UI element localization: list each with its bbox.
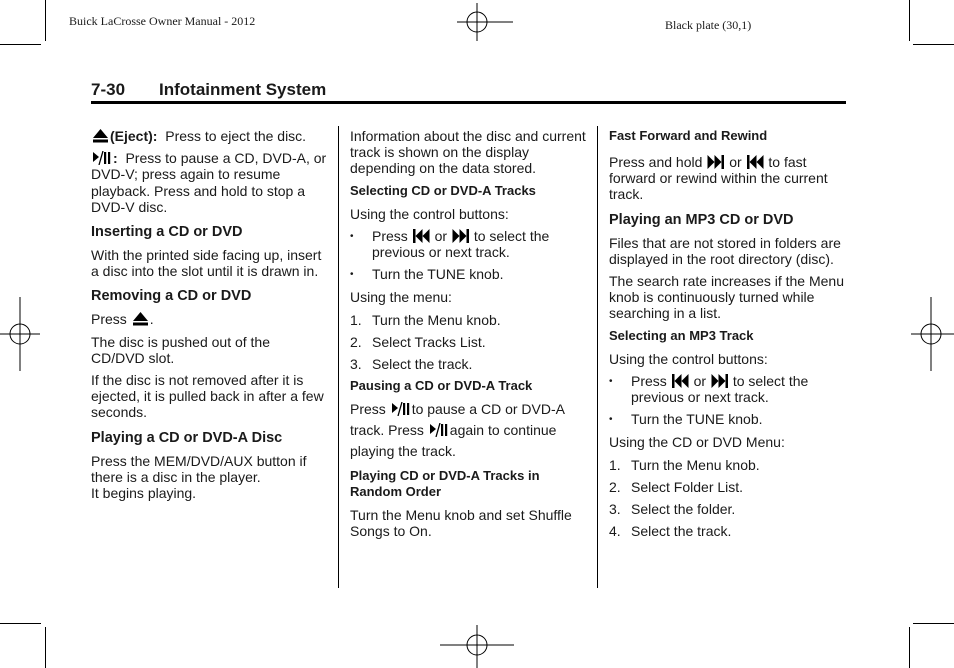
column-1 bbox=[91, 128, 327, 507]
using-menu: Using the menu: bbox=[350, 289, 452, 306]
press-text: Press bbox=[91, 311, 127, 328]
column-divider bbox=[597, 126, 598, 588]
using-controls: Using the control buttons: bbox=[350, 205, 509, 222]
title-rule bbox=[91, 101, 846, 104]
play-pause-icon bbox=[92, 151, 112, 165]
crop-mark bbox=[0, 44, 41, 45]
column-divider bbox=[338, 126, 339, 588]
crop-mark bbox=[0, 623, 41, 624]
eject-paragraph bbox=[91, 128, 327, 144]
page-title bbox=[91, 80, 326, 100]
heading-fast-forward: Fast Forward and Rewind bbox=[609, 128, 768, 143]
playing-text-1: Press the MEM/DVD/AUX button if there is a disc in the player. bbox=[91, 452, 307, 485]
using-controls: Using the control buttons: bbox=[609, 350, 768, 367]
registration-mark-icon bbox=[0, 297, 40, 371]
registration-mark-icon bbox=[911, 297, 954, 371]
crop-mark bbox=[45, 627, 46, 668]
list-item: 3. Select the track. bbox=[350, 356, 473, 373]
column-2 bbox=[350, 128, 586, 546]
section-name: Infotainment System bbox=[159, 80, 327, 99]
crop-mark bbox=[909, 627, 910, 668]
list-item: 3. Select the folder. bbox=[609, 501, 736, 518]
previous-track-icon bbox=[672, 374, 689, 388]
registration-mark-icon bbox=[440, 625, 514, 668]
eject-icon bbox=[92, 128, 109, 143]
not-removed-text: If the disc is not removed after it is ejected, it is pulled back in after a few seconds. bbox=[91, 372, 324, 421]
play-pause-icon bbox=[391, 402, 411, 416]
plate-label: Black plate (30,1) bbox=[665, 18, 752, 32]
eject-label: (Eject): bbox=[110, 128, 158, 144]
info-text: Information about the disc and current track is shown on the display depending on the data stored. bbox=[350, 128, 586, 177]
list-item: • Turn the TUNE knob. bbox=[350, 266, 504, 283]
files-text: Files that are not stored in folders are displayed in the root directory (disc). bbox=[609, 234, 841, 267]
next-track-icon bbox=[452, 229, 469, 243]
eject-text: Press to eject the disc. bbox=[165, 128, 307, 144]
heading-mp3: Playing an MP3 CD or DVD bbox=[609, 211, 794, 228]
list-item: • Press or to select the previous or next track. bbox=[350, 227, 550, 261]
list-item: 1. Turn the Menu knob. bbox=[609, 456, 760, 473]
pause-text: Press to pause a CD, DVD-A, or DVD-V; press again to resume playback. Press and hold to stop a DVD-V disc. bbox=[91, 150, 327, 215]
heading-playing: Playing a CD or DVD-A Disc bbox=[91, 429, 283, 446]
using-menu: Using the CD or DVD Menu: bbox=[609, 434, 785, 451]
page-number: 7-30 bbox=[91, 80, 126, 99]
period: . bbox=[149, 311, 154, 328]
crop-mark bbox=[913, 623, 954, 624]
previous-track-icon bbox=[747, 155, 764, 169]
heading-pausing: Pausing a CD or DVD-A Track bbox=[350, 378, 533, 394]
pushed-out-text: The disc is pushed out of the CD/DVD slot. bbox=[91, 333, 270, 366]
pausing-text: Press to pause a CD or DVD-A track. Press again to continue playing the track. bbox=[350, 401, 565, 460]
heading-random: Playing CD or DVD-A Tracks in Random Order bbox=[350, 468, 540, 500]
heading-selecting: Selecting CD or DVD-A Tracks bbox=[350, 182, 536, 198]
list-item: 1. Turn the Menu knob. bbox=[350, 311, 501, 328]
ff-text: Press and hold or to fast forward or rewind within the current track. bbox=[609, 154, 828, 203]
list-item: 2. Select Tracks List. bbox=[350, 333, 486, 350]
crop-mark bbox=[913, 44, 954, 45]
next-track-icon bbox=[711, 374, 728, 388]
next-track-icon bbox=[707, 155, 724, 169]
pause-paragraph bbox=[91, 150, 327, 215]
column-3 bbox=[609, 128, 845, 545]
play-pause-icon bbox=[429, 423, 449, 437]
list-item: 2. Select Folder List. bbox=[609, 478, 744, 495]
insert-text: With the printed side facing up, insert a disc into the slot until it is drawn in. bbox=[91, 247, 322, 280]
registration-mark-icon bbox=[457, 3, 513, 43]
list-item: 4. Select the track. bbox=[609, 523, 732, 540]
remove-press bbox=[91, 311, 327, 327]
crop-mark bbox=[45, 0, 46, 41]
pause-colon: : bbox=[113, 150, 118, 167]
heading-select-mp3: Selecting an MP3 Track bbox=[609, 327, 754, 343]
previous-track-icon bbox=[413, 229, 430, 243]
random-text: Turn the Menu knob and set Shuffle Songs to On. bbox=[350, 507, 572, 540]
crop-mark bbox=[909, 0, 910, 41]
list-item: • Turn the TUNE knob. bbox=[609, 411, 763, 428]
heading-removing: Removing a CD or DVD bbox=[91, 288, 252, 305]
manual-title: Buick LaCrosse Owner Manual - 2012 bbox=[69, 14, 256, 28]
eject-icon bbox=[132, 311, 149, 326]
heading-inserting: Inserting a CD or DVD bbox=[91, 224, 243, 241]
search-text: The search rate increases if the Menu knob is continuously turned while searching in a list. bbox=[609, 273, 845, 322]
list-item: • Press or to select the previous or next track. bbox=[609, 372, 809, 406]
playing-text-2: It begins playing. bbox=[91, 485, 197, 502]
